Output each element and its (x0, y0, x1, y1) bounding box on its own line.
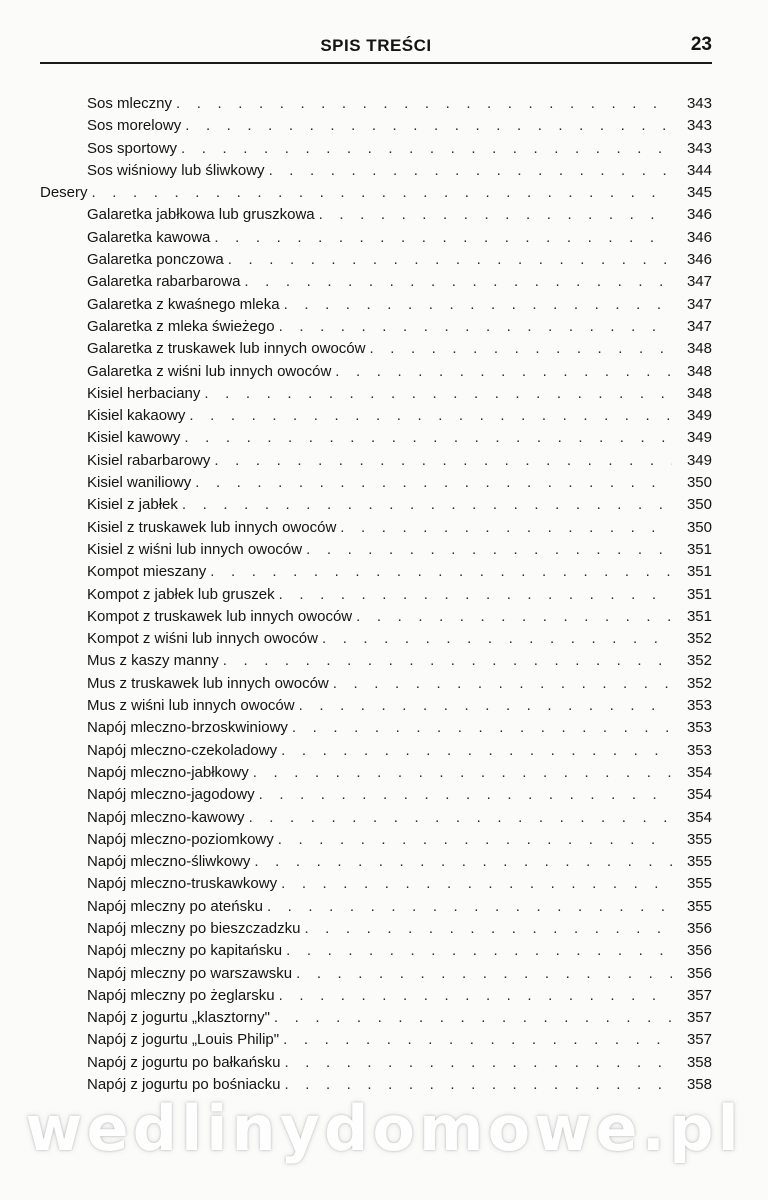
toc-entry-page: 352 (686, 630, 712, 648)
dot-leader (299, 695, 672, 717)
toc-entry-label: Kisiel z wiśni lub innych owoców (87, 540, 303, 558)
toc-entry (40, 896, 712, 918)
toc-entry-label: Napój z jogurtu „Louis Philip" (87, 1031, 280, 1049)
toc-entry (40, 561, 712, 583)
toc-entry-page: 347 (686, 273, 712, 291)
toc-entry-label: Napój mleczno-kawowy (87, 808, 245, 826)
toc-entry (40, 338, 712, 360)
dot-leader (319, 204, 672, 226)
table-of-contents (40, 93, 712, 1096)
page-header (40, 34, 712, 62)
toc-entry-page: 347 (686, 295, 712, 313)
toc-entry (40, 807, 712, 829)
toc-entry (40, 851, 712, 873)
dot-leader (306, 539, 672, 561)
toc-entry (40, 650, 712, 672)
dot-leader (214, 227, 672, 249)
dot-leader (253, 762, 672, 784)
toc-entry-label: Kisiel kakaowy (87, 407, 186, 425)
toc-entry (40, 405, 712, 427)
toc-entry-page: 350 (686, 518, 712, 536)
toc-entry-label: Sos morelowy (87, 117, 182, 135)
toc-entry (40, 873, 712, 895)
dot-leader (369, 338, 672, 360)
toc-entry-label: Napój mleczny po warszawsku (87, 964, 293, 982)
dot-leader (286, 940, 672, 962)
toc-entry (40, 606, 712, 628)
dot-leader (322, 628, 672, 650)
dot-leader (278, 829, 672, 851)
toc-entry-label: Kisiel z truskawek lub innych owoców (87, 518, 337, 536)
dot-leader (279, 584, 672, 606)
toc-entry (40, 450, 712, 472)
toc-entry-page: 349 (686, 429, 712, 447)
toc-entry (40, 517, 712, 539)
toc-entry (40, 227, 712, 249)
toc-entry (40, 383, 712, 405)
toc-entry-page: 355 (686, 897, 712, 915)
toc-entry-label: Mus z truskawek lub innych owoców (87, 674, 329, 692)
dot-leader (228, 249, 672, 271)
dot-leader (296, 963, 672, 985)
toc-entry-page: 357 (686, 1009, 712, 1027)
toc-entry-label: Sos mleczny (87, 95, 173, 112)
dot-leader (267, 896, 672, 918)
toc-entry-page: 358 (686, 1076, 712, 1094)
toc-entry (40, 1007, 712, 1029)
toc-entry-label: Kompot z wiśni lub innych owoców (87, 630, 318, 648)
toc-entry-label: Napój mleczno-poziomkowy (87, 830, 274, 848)
toc-entry-label: Napój mleczny po ateńsku (87, 897, 263, 915)
header-divider (40, 62, 712, 64)
dot-leader (223, 650, 672, 672)
toc-entry-page: 355 (686, 830, 712, 848)
toc-entry-page: 356 (686, 964, 712, 982)
dot-leader (279, 316, 672, 338)
toc-entry-page: 354 (686, 808, 712, 826)
dot-leader (284, 294, 672, 316)
toc-entry (40, 539, 712, 561)
dot-leader (214, 450, 672, 472)
toc-entry-label: Sos sportowy (87, 139, 178, 157)
toc-entry-page: 343 (686, 139, 712, 157)
toc-entry-label: Napój mleczny po bieszczadzku (87, 919, 301, 937)
toc-entry-label: Galaretka z wiśni lub innych owoców (87, 362, 332, 380)
toc-entry-page: 355 (686, 853, 712, 871)
toc-entry-label: Napój mleczno-jagodowy (87, 786, 255, 804)
toc-entry-label: Kisiel kawowy (87, 429, 181, 447)
toc-entry-page: 346 (686, 206, 712, 224)
toc-entry (40, 829, 712, 851)
dot-leader (259, 784, 672, 806)
toc-entry-label: Napój z jogurtu „klasztorny" (87, 1009, 270, 1027)
toc-entry (40, 940, 712, 962)
toc-entry-page: 343 (686, 117, 712, 135)
dot-leader (333, 673, 672, 695)
toc-entry-page: 348 (686, 362, 712, 380)
toc-entry-page: 350 (686, 496, 712, 514)
toc-entry-page: 351 (686, 540, 712, 558)
dot-leader (189, 405, 672, 427)
toc-entry (40, 316, 712, 338)
toc-entry-label: Kisiel waniliowy (87, 474, 192, 492)
toc-entry-page: 344 (686, 161, 712, 179)
dot-leader (204, 383, 672, 405)
toc-entry-label: Galaretka z truskawek lub innych owoców (87, 340, 366, 358)
toc-entry-label: Napój mleczno-śliwkowy (87, 853, 251, 871)
toc-entry (40, 1052, 712, 1074)
toc-entry (40, 695, 712, 717)
toc-entry-label: Kompot mieszany (87, 563, 207, 581)
dot-leader (335, 361, 672, 383)
toc-entry-page: 351 (686, 585, 712, 603)
dot-leader (292, 717, 672, 739)
dot-leader (254, 851, 672, 873)
dot-leader (281, 873, 672, 895)
toc-entry-label: Desery (40, 184, 88, 202)
dot-leader (182, 494, 672, 516)
toc-entry-label: Napój mleczno-truskawkowy (87, 875, 278, 893)
toc-entry-label: Napój z jogurtu po bośniacku (87, 1076, 281, 1094)
toc-entry (40, 1029, 712, 1051)
toc-entry-label: Galaretka z mleka świeżego (87, 317, 275, 335)
toc-entry-page: 347 (686, 317, 712, 335)
dot-leader (281, 740, 672, 762)
toc-entry-label: Mus z wiśni lub innych owoców (87, 697, 295, 715)
toc-entry-label: Kisiel herbaciany (87, 384, 201, 402)
toc-entry-page: 352 (686, 652, 712, 670)
dot-leader (304, 918, 672, 940)
toc-entry-label: Galaretka kawowa (87, 228, 211, 246)
dot-leader (195, 472, 672, 494)
toc-entry (40, 427, 712, 449)
toc-entry (40, 628, 712, 650)
dot-leader (92, 182, 672, 204)
toc-entry-page: 356 (686, 942, 712, 960)
toc-entry-page: 353 (686, 719, 712, 737)
toc-entry (40, 584, 712, 606)
toc-entry-label: Galaretka rabarbarowa (87, 273, 241, 291)
toc-entry-page: 351 (686, 563, 712, 581)
toc-entry (40, 472, 712, 494)
toc-entry (40, 138, 712, 160)
toc-entry-label: Kompot z jabłek lub gruszek (87, 585, 275, 603)
toc-entry-label: Galaretka ponczowa (87, 251, 224, 269)
toc-entry-label: Napój z jogurtu po bałkańsku (87, 1053, 281, 1071)
toc-entry (40, 115, 712, 137)
toc-entry (40, 918, 712, 940)
toc-entry-page: 353 (686, 697, 712, 715)
toc-entry (40, 963, 712, 985)
toc-entry (40, 294, 712, 316)
toc-entry-page: 346 (686, 251, 712, 269)
toc-entry-label: Napój mleczny po żeglarsku (87, 986, 275, 1004)
toc-entry-page: 353 (686, 741, 712, 759)
dot-leader (274, 1007, 672, 1029)
watermark: wedlinydomowe.pl (25, 1092, 743, 1165)
toc-section-heading (40, 182, 712, 204)
toc-entry (40, 717, 712, 739)
toc-entry-page: 354 (686, 786, 712, 804)
dot-leader (283, 1029, 672, 1051)
toc-entry-label: Kisiel z jabłek (87, 496, 178, 514)
toc-entry-page: 348 (686, 384, 712, 402)
dot-leader (340, 517, 672, 539)
toc-entry-label: Galaretka jabłkowa lub gruszkowa (87, 206, 315, 224)
toc-entry-page: 356 (686, 919, 712, 937)
toc-entry-label: Galaretka z kwaśnego mleka (87, 295, 280, 313)
dot-leader (181, 138, 672, 160)
toc-entry-label: Sos wiśniowy lub śliwkowy (87, 161, 265, 179)
dot-leader (185, 115, 672, 137)
toc-entry-page: 351 (686, 607, 712, 625)
toc-entry (40, 93, 712, 115)
toc-entry (40, 740, 712, 762)
toc-entry (40, 985, 712, 1007)
toc-entry-page: 357 (686, 1031, 712, 1049)
toc-entry-label: Napój mleczny po kapitańsku (87, 942, 283, 960)
toc-entry-label: Napój mleczno-brzoskwiniowy (87, 719, 288, 737)
toc-entry (40, 249, 712, 271)
toc-entry-label: Kisiel rabarbarowy (87, 451, 211, 469)
toc-entry-page: 357 (686, 986, 712, 1004)
toc-entry-page: 343 (686, 95, 712, 112)
toc-entry (40, 784, 712, 806)
page-number: 23 (690, 34, 712, 55)
toc-entry (40, 271, 712, 293)
page-title: SPIS TREŚCI (320, 36, 432, 55)
toc-entry (40, 361, 712, 383)
toc-entry-page: 346 (686, 228, 712, 246)
toc-entry-page: 349 (686, 407, 712, 425)
toc-entry-page: 355 (686, 875, 712, 893)
toc-entry-page: 354 (686, 763, 712, 781)
toc-entry-page: 348 (686, 340, 712, 358)
dot-leader (279, 985, 672, 1007)
toc-entry-page: 352 (686, 674, 712, 692)
dot-leader (269, 160, 672, 182)
toc-entry (40, 494, 712, 516)
toc-entry-page: 345 (686, 184, 712, 202)
toc-entry-label: Napój mleczno-jabłkowy (87, 763, 249, 781)
dot-leader (356, 606, 672, 628)
toc-entry-label: Napój mleczno-czekoladowy (87, 741, 278, 759)
toc-entry (40, 673, 712, 695)
dot-leader (210, 561, 672, 583)
dot-leader (184, 427, 672, 449)
dot-leader (249, 807, 672, 829)
toc-entry (40, 204, 712, 226)
toc-entry-page: 358 (686, 1053, 712, 1071)
toc-entry-label: Kompot z truskawek lub innych owoców (87, 607, 353, 625)
toc-entry-label: Mus z kaszy manny (87, 652, 219, 670)
dot-leader (244, 271, 672, 293)
toc-entry (40, 762, 712, 784)
dot-leader (284, 1052, 672, 1074)
toc-entry-page: 349 (686, 451, 712, 469)
toc-entry-page: 350 (686, 474, 712, 492)
toc-entry (40, 160, 712, 182)
dot-leader (176, 93, 672, 115)
